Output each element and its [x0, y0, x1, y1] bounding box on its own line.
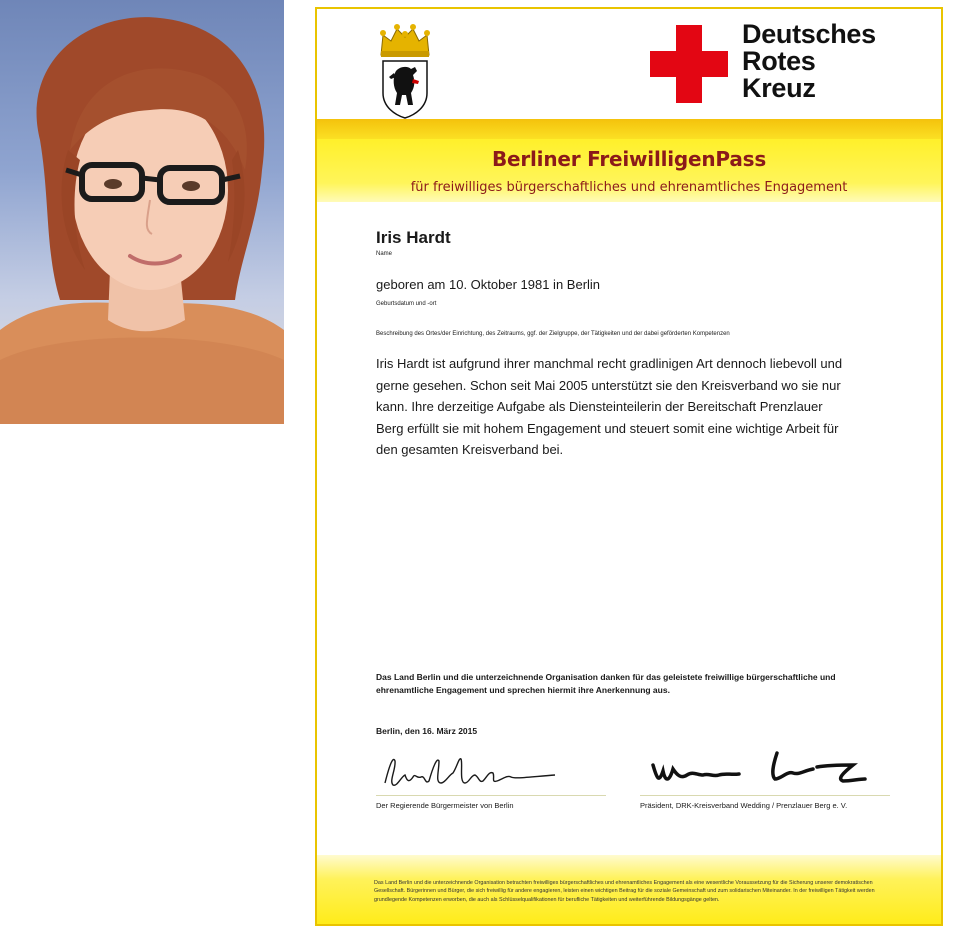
president-caption: Präsident, DRK-Kreisverband Wedding / Prenzlauer Berg e. V.	[640, 801, 848, 810]
signature-line-right	[640, 795, 890, 796]
description-caption: Beschreibung des Ortes/der Einrichtung, des Zeitraums, ggf. der Zielgruppe, der Tätigkeiten und der dabei geförderten Kompetenzen	[376, 331, 730, 337]
drk-wordmark	[742, 21, 876, 102]
birth-caption: Geburtsdatum und -ort	[376, 301, 437, 307]
place-date: Berlin, den 16. März 2015	[376, 726, 478, 736]
drk-line-2: Rotes	[742, 46, 816, 76]
mayor-caption: Der Regierende Bürgermeister von Berlin	[376, 801, 514, 810]
mayor-signature	[379, 747, 559, 795]
name-caption: Name	[376, 251, 393, 257]
president-signature	[647, 745, 877, 791]
birth-info: geboren am 10. Oktober 1981 in Berlin	[376, 277, 601, 292]
drk-line-3: Kreuz	[742, 73, 816, 103]
holder-name: Iris Hardt	[376, 228, 451, 247]
volunteer-pass-certificate	[315, 7, 943, 926]
portrait-icon	[0, 0, 284, 424]
footer-text: Das Land Berlin und die unterzeichnende Organisation betrachten freiwilliges bürgerschaftliches und ehrenamtliches Engagement als eine wesentliche Voraussetzung für die Sicherung unserer demokratischen Gesellschaft. Bürgerinnen und Bürger, die sich freiwillig für andere engagieren, leisten einen wichtigen Beitrag für die soziale Gemeinschaft und zum solidarischen Miteinander. In der freiwilligen Tätigkeit werden grundlegende Kompetenzen erworben, die auch als Schlüsselqualifikationen für berufliche Tätigkeiten und weiterführende Bildungsgänge gelten.	[374, 880, 875, 903]
description-text: Iris Hardt ist aufgrund ihrer manchmal recht gradlinigen Art dennoch liebevoll und gerne gesehen. Schon seit Mai 2005 unterstützt sie den Kreisverband wo sie nur kann. Ihre derzeitige Aufgabe als Diensteinteilerin der Bereitschaft Prenzlauer Berg erfüllt sie mit hohem Engagement und steuert somit eine wichtige Arbeit für den gesamten Kreisverband bei.	[376, 356, 843, 458]
berlin-coat-of-arms-icon	[377, 21, 433, 119]
pass-subtitle: für freiwilliges bürgerschaftliches und ehrenamtliches Engagement	[410, 180, 848, 195]
acknowledgement-text: Das Land Berlin und die unterzeichnende Organisation danken für das geleistete freiwillige bürgerschaftliche und ehrenamtliche Engagement und sprechen hiermit ihre Anerkennung aus.	[376, 672, 836, 695]
signature-line-left	[376, 795, 606, 796]
portrait-photo	[0, 0, 284, 424]
red-cross-icon	[650, 25, 728, 103]
pass-title: Berliner FreiwilligenPass	[491, 147, 767, 171]
drk-line-1: Deutsches	[742, 19, 876, 49]
